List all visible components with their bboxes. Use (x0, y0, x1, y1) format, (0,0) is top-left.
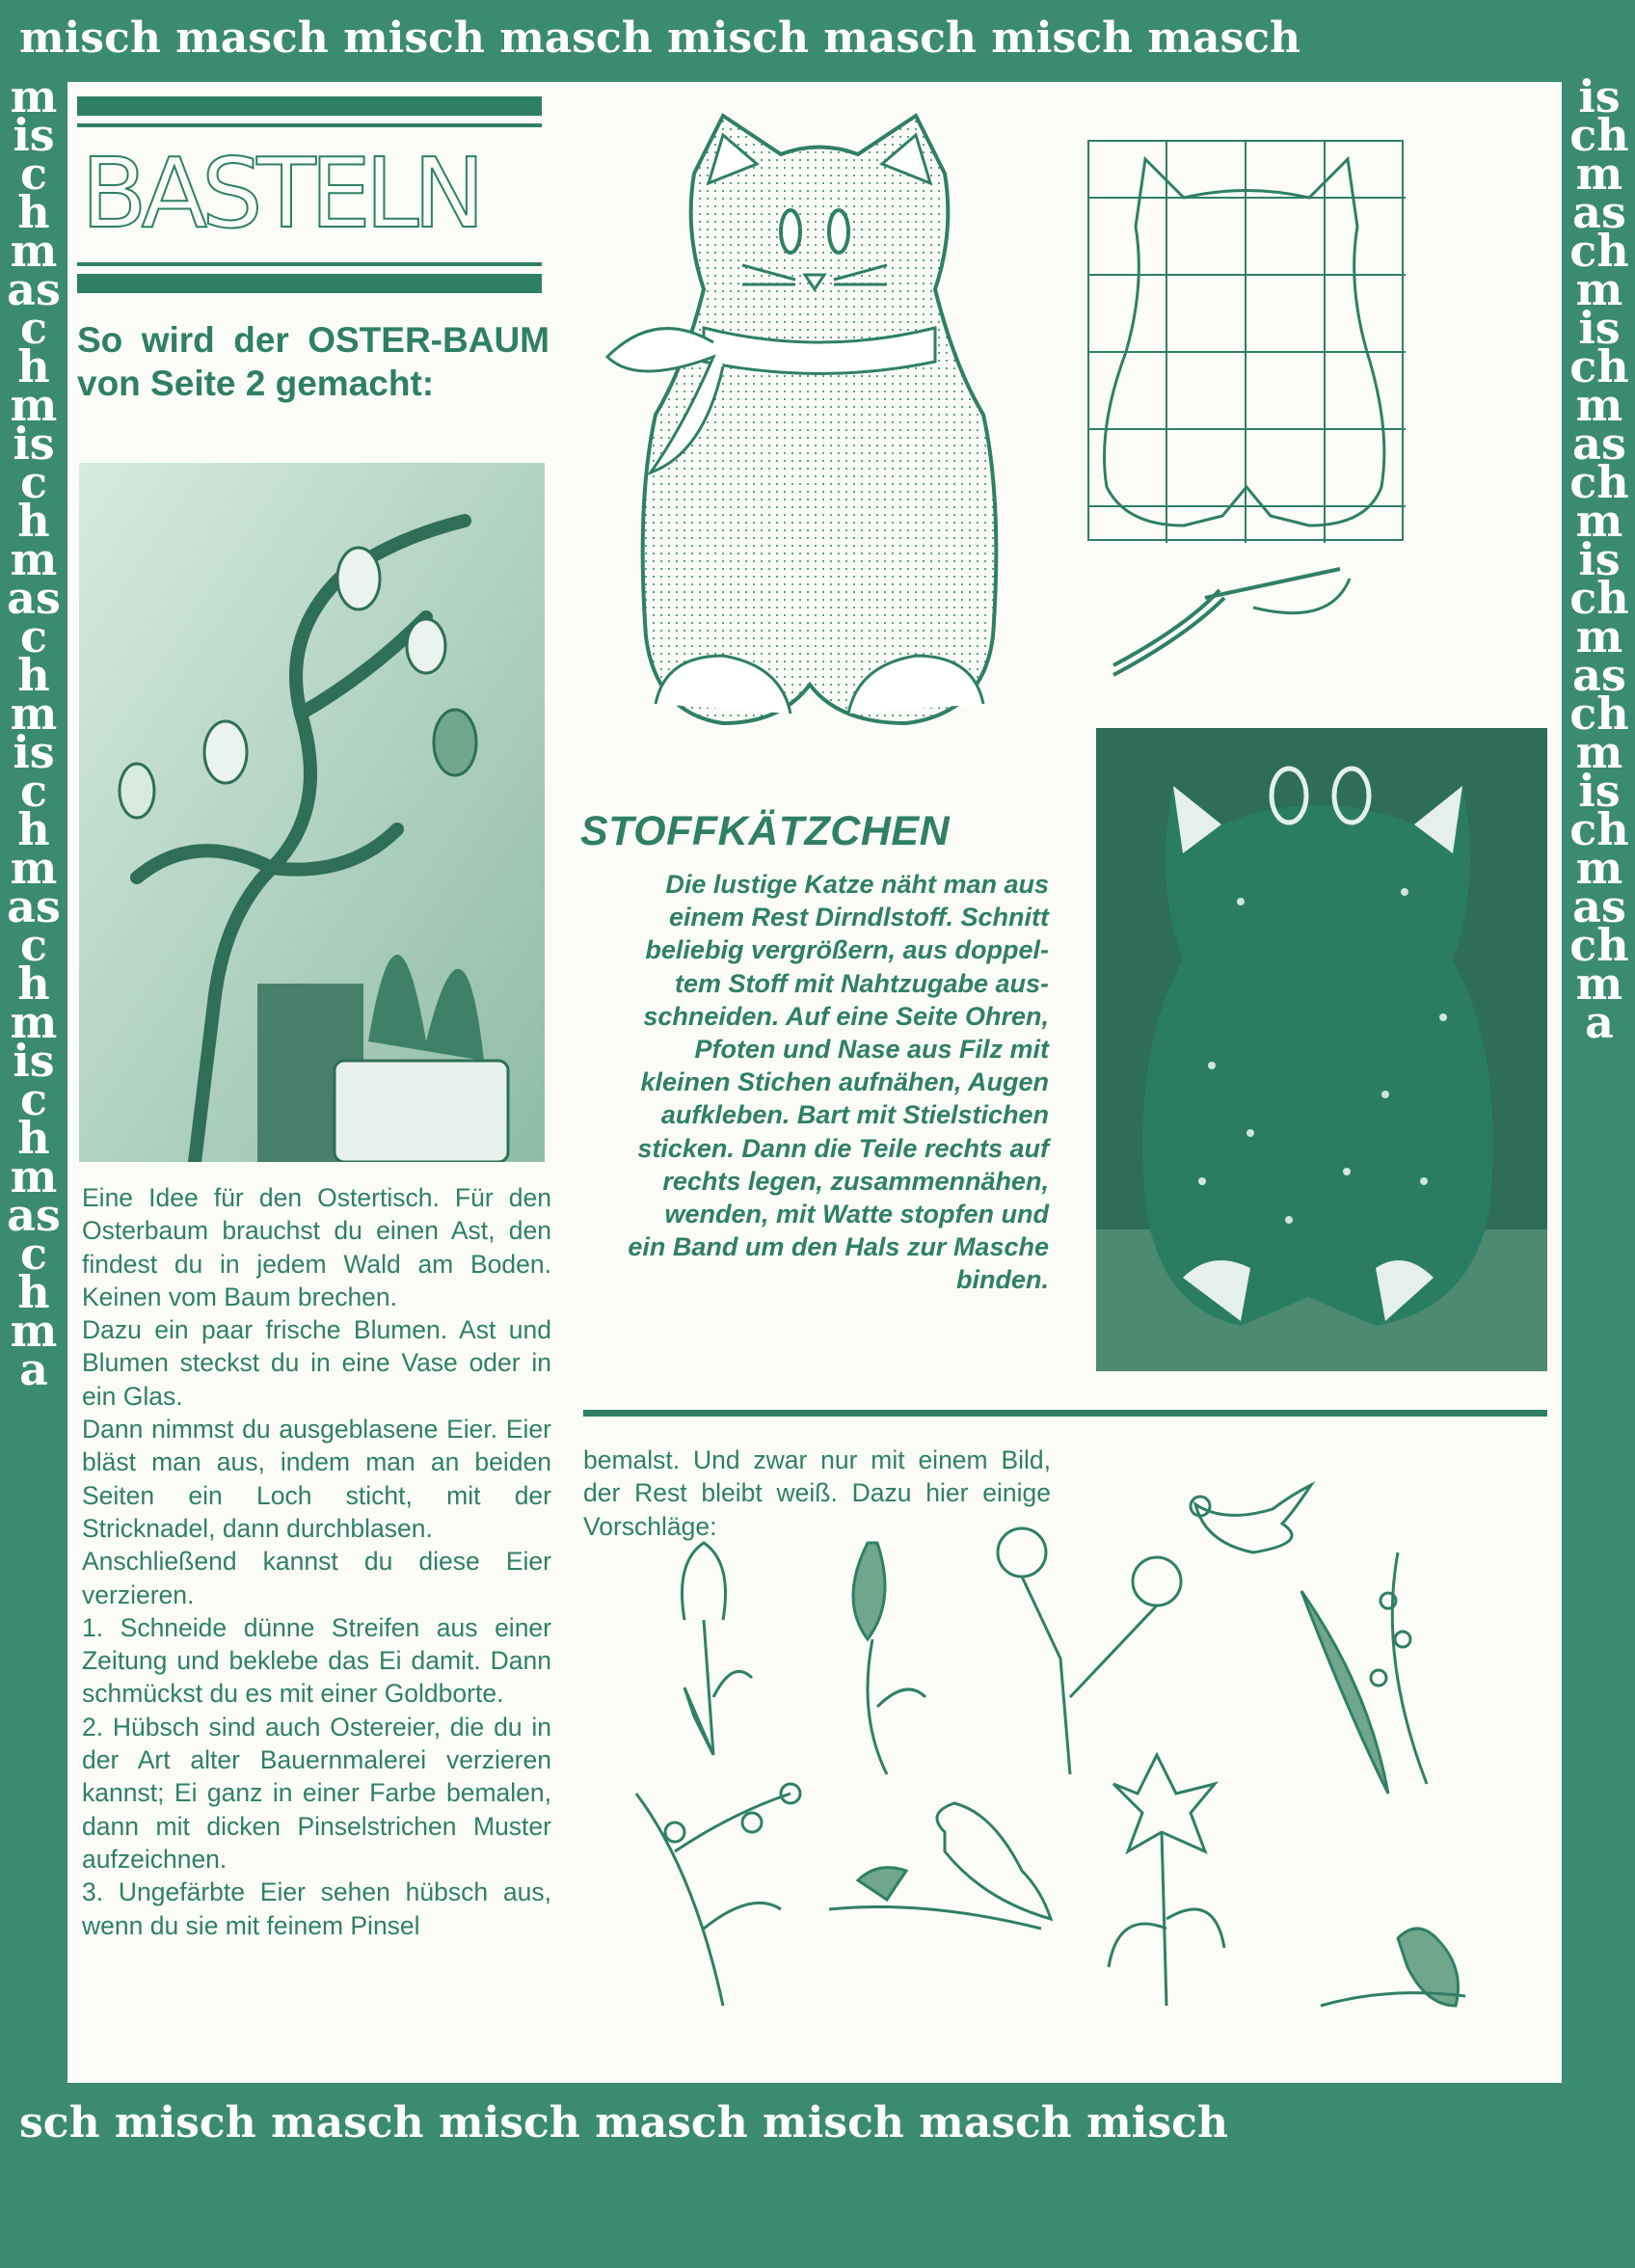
line: rechts legen, zusammennähen, (662, 1166, 1049, 1196)
line: schneiden. Auf eine Seite Ohren, (643, 1001, 1049, 1031)
paragraph: Anschließend kannst du diese Eier verzieren. (82, 1547, 551, 1609)
header-bar-top (77, 96, 542, 116)
carnation-drawing (998, 1528, 1181, 1774)
line: Pfoten und Nase aus Filz mit (694, 1035, 1049, 1065)
flower-drawing-1 (683, 1543, 753, 1755)
section-divider (583, 1410, 1547, 1417)
line: aufkleben. Bart mit Stielstichen (660, 1100, 1049, 1130)
line: Die lustige Katze näht man aus (665, 870, 1049, 899)
bird-on-branch-drawing (829, 1803, 1051, 1929)
article-subtitle: So wird der OSTER-BAUM von Seite 2 gemacht: (77, 320, 549, 403)
border-lettering-left: mischmaschmischmaschmischmaschmischmaschma (7, 70, 61, 1395)
cat-instructions (578, 868, 1049, 1297)
line: einem Rest Dirndlstoff. Schnitt (668, 903, 1049, 932)
line: wenden, mit Watte stopfen und (664, 1200, 1049, 1229)
tulip-drawing (853, 1543, 925, 1774)
paragraph: Dazu ein paar frische Blumen. Ast und Blumen steckst du in eine Vase oder in ein Glas. (82, 1315, 551, 1411)
paragraph: 3. Ungefärbte Eier sehen hübsch aus, wenn du sie mit feinem Pinsel (82, 1877, 551, 1940)
lily-drawing (1109, 1755, 1224, 2006)
border-lettering-top: misch masch misch masch misch masch misch masch (19, 14, 1301, 63)
paragraph: Dann nimmst du ausgeblasene Eier. Eier bläst man aus, indem man an beiden Seiten ein Loch sticht, mit der Stricknadel, dann durchblasen. (82, 1415, 551, 1543)
line: ein Band um den Hals zur Masche (628, 1232, 1049, 1262)
line: kleinen Stichen aufnähen, Augen (640, 1067, 1049, 1097)
easter-tree-instructions (82, 1181, 551, 1942)
stem-stitch-needle-illustration (1109, 559, 1369, 685)
dove-drawing (1191, 1485, 1311, 1552)
border-lettering-right: ischmaschmischmaschmischmaschmischmaschma (1569, 70, 1629, 1048)
fabric-cat-photo (1096, 728, 1547, 1371)
line: binden. (956, 1265, 1049, 1295)
header-bar-bottom (77, 274, 542, 293)
lily-of-valley-drawing (1301, 1552, 1427, 1794)
paragraph: Eine Idee für den Ostertisch. Für den Osterbaum brauchst du einen Ast, den findest du in jedem Wald am Boden. Keinen vom Baum brechen. (82, 1183, 551, 1311)
paragraph: 2. Hübsch sind auch Ostereier, die du in der Art alter Bauernmalerei verzieren kannst; Ei ganz in einer Farbe bemalen, dann mit dicken Pinselstrichen Muster aufzeichnen. (82, 1712, 551, 1874)
line: sticken. Dann die Teile rechts auf (637, 1133, 1049, 1163)
line: tem Stoff mit Nahtzugabe aus- (674, 968, 1049, 998)
egg-motif-suggestions (617, 1466, 1542, 2044)
sewing-pattern-grid (1087, 140, 1406, 543)
paragraph: 1. Schneide dünne Streifen aus einer Zeitung und beklebe das Ei damit. Dann schmückst du es mit einer Goldborte. (82, 1612, 551, 1709)
section-title: BASTELN (81, 137, 480, 250)
fabric-cat-illustration (598, 96, 1041, 738)
easter-tree-photo (79, 463, 545, 1162)
header-rule-top (77, 123, 542, 127)
blossom-branch-drawing (636, 1784, 800, 2006)
header-rule-bottom (77, 262, 542, 266)
egg-painting-continued-text: bemalst. Und zwar nur mit einem Bild, der Rest bleibt weiß. Dazu hier einige Vorschläge: (583, 1445, 1051, 1541)
line: beliebig vergrößern, aus doppel- (645, 935, 1049, 965)
border-lettering-bottom: sch misch masch misch masch misch masch misch (19, 2098, 1228, 2147)
small-bird-drawing (1321, 1929, 1465, 2006)
cat-article-title: STOFFKÄTZCHEN (580, 808, 951, 854)
